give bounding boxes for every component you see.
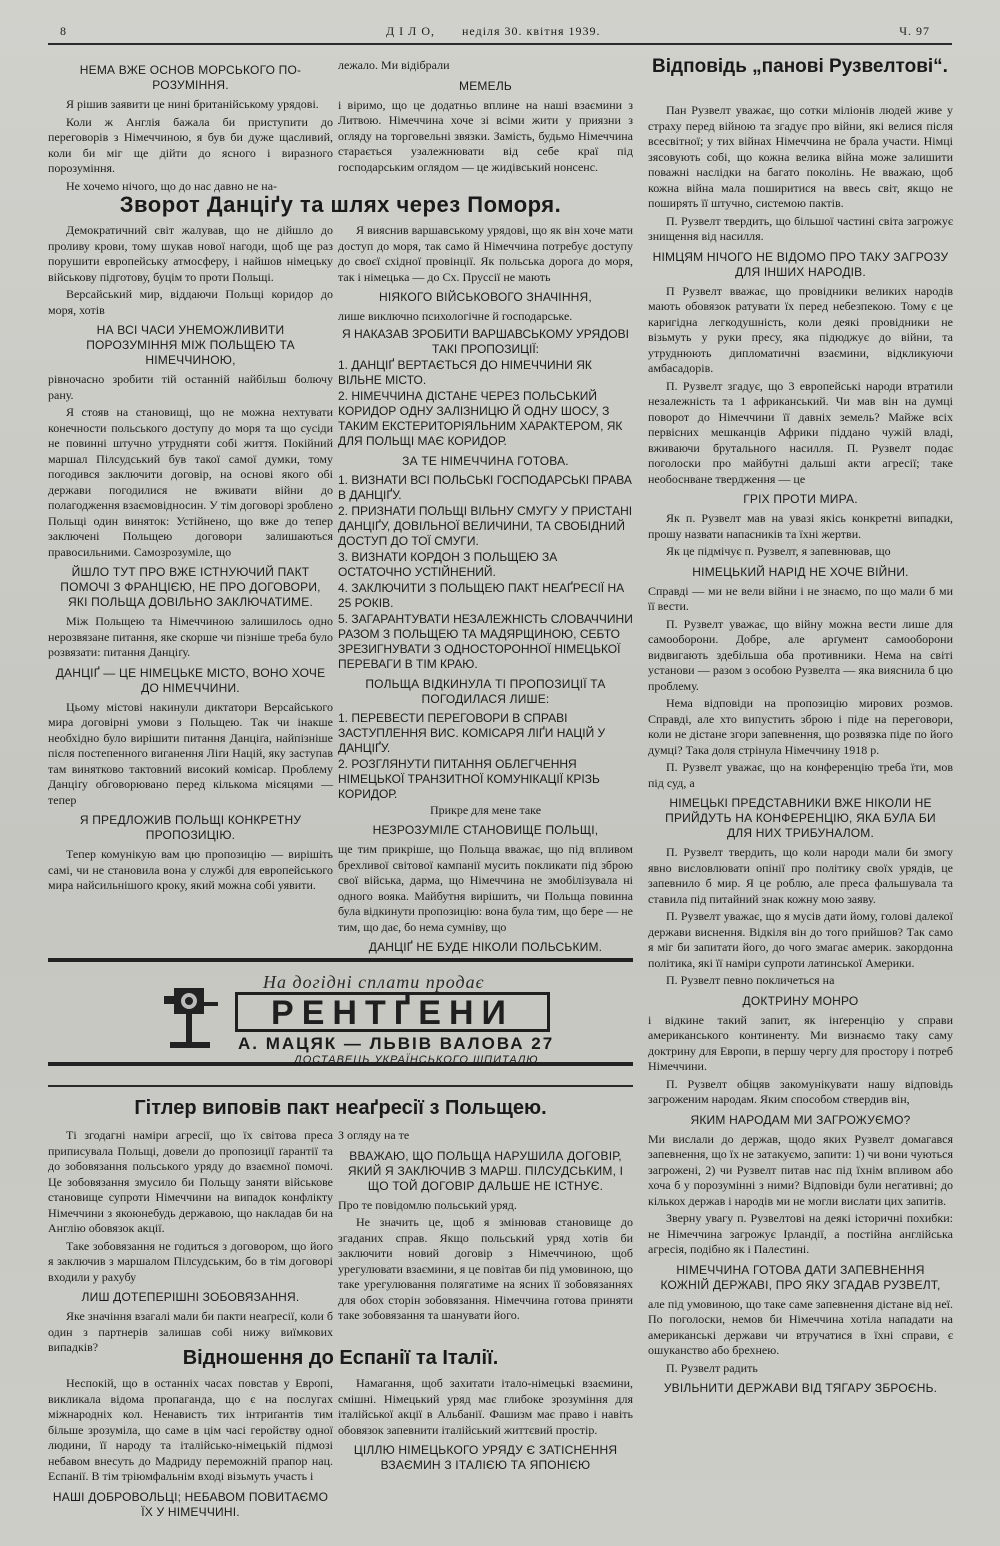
column-danzig-left (48, 223, 333, 943)
issue-number: Ч. 97 (899, 24, 930, 38)
headline-pact: Гітлер виповів пакт неаґресії з Польщею. (134, 1097, 547, 1119)
column-spain-right (338, 1376, 633, 1526)
paragraph: Нема відповіди на пропозицію мирових розмов. Справді, але хто випустить зброю і піде на переговори, коли не дістане згори запевнення, що розвязка піде по його думці? Така доля стрінула Німеччину 1918 р. (648, 696, 953, 757)
page-header (60, 24, 940, 44)
subheading: НА ВСІ ЧАСИ УНЕМОЖЛИВИТИ ПОРОЗУМІННЯ МІЖ ПОЛЬЩЕЮ ТА НІМЕЧЧИНОЮ, (86, 323, 295, 367)
subheading: УВІЛЬНИТИ ДЕРЖАВИ ВІД ТЯГАРУ ЗБРОЄНЬ. (663, 1381, 938, 1395)
list-item: 1. ВИЗНАТИ ВСІ ПОЛЬСЬКІ ГОСПОДАРСЬКІ ПРАВА В ДАНЦІҐУ. (338, 472, 632, 502)
column-pact-left (48, 1128, 333, 1354)
list-item: 1. ПЕРЕВЕСТИ ПЕРЕГОВОРИ В СПРАВІ ЗАСТУПЛЕННЯ ВИС. КОМІСАРЯ ЛІҐИ НАЦІЙ У ДАНЦІҐУ. (338, 710, 606, 755)
subheading: ЦІЛЛЮ НІМЕЦЬКОГО УРЯДУ Є ЗАТІСНЕННЯ ВЗАЄМИН З ІТАЛІЄЮ ТА ЯПОНІЄЮ (353, 1443, 618, 1472)
paragraph: Як це підмічує п. Рузвелт, я запевнював, що (666, 544, 891, 558)
ad-product: РЕНТҐЕНИ (235, 992, 550, 1032)
subheading: НЕЗРОЗУМІЛЕ СТАНОВИЩЕ ПОЛЬЩІ, (372, 823, 599, 837)
subheading: Я ПРЕДЛОЖИВ ПОЛЬЩІ КОНКРЕТНУ ПРОПОЗИЦІЮ. (79, 813, 302, 842)
subheading: НІМЕЧЧИНА ГОТОВА ДАТИ ЗАПЕВНЕННЯ КОЖНІЙ ДЕРЖАВІ, ПРО ЯКУ ЗГАДАВ РУЗВЕЛТ, (660, 1262, 941, 1292)
subheading: НЕМА ВЖЕ ОСНОВ МОРСЬКОГО ПО-РОЗУМІННЯ. (79, 63, 302, 92)
paragraph: Коли ж Англія бажала би приступити до переговорів з Німеччиною, я був би дуже щасливий, коли би міг ще дійти до ясного і виразного порозуміння. (48, 114, 333, 175)
subheading: ВВАЖАЮ, ЩО ПОЛЬЩА НАРУШИЛА ДОГОВІР, ЯКИЙ Я ЗАКЛЮЧИВ З МАРШ. ПІЛСУДСЬКИМ, І ЩО ТОЙ ДОГОВІР ДАЛЬШЕ НЕ ІСТНУЄ. (347, 1148, 624, 1193)
paragraph: Неспокій, що в останніх часах повстав у Европі, викликала відома пропаганда, що є на послугах міжнародніх кол. Ненависть тих інтриґантів тим більше зрозуміла, що саме в цім часі геройству одної людини, її народу та італійсько-німецькій підмозі небавом внесуть до Мадриду переможній прапор нац. Еспанії. В тім тріюмфальнім вході візьмуть участь і (48, 1376, 333, 1483)
list-item: 2. ПРИЗНАТИ ПОЛЬЩІ ВІЛЬНУ СМУГУ У ПРИСТАНІ ДАНЦІҐУ, ДОВІЛЬНОЇ ВЕЛИЧИНИ, ТА СВОБІДНИЙ ДОСТУП ДО ТОЇ СМУГИ. (338, 503, 633, 548)
list-item: 3. ВИЗНАТИ КОРДОН З ПОЛЬЩЕЮ ЗА ОСТАТОЧНО УСТІЙНЕНИЙ. (338, 549, 558, 579)
paragraph: Версайський мир, віддаючи Польщі коридор до моря, хотів (48, 287, 333, 317)
ad-subtitle: ДОСТАВЕЦЬ УКРАЇНСЬКОГО ШПИТАЛЮ (294, 1054, 539, 1066)
paragraph: П. Рузвелт певно покличеться на (666, 973, 835, 987)
subheading: Я НАКАЗАВ ЗРОБИТИ ВАРШАВСЬКОМУ УРЯДОВІ ТАКІ ПРОПОЗИЦІЇ: (342, 326, 629, 356)
subheading: ЗА ТЕ НІМЕЧЧИНА ГОТОВА. (402, 453, 569, 468)
paragraph: Таке зобовязання не годиться з договором, що його я заключив з маршалом Пілсудським, бо в тім договорі входили у рахубу (48, 1238, 333, 1284)
column-spain-left (48, 1376, 333, 1526)
list-item: 1. ДАНЦІҐ ВЕРТАЄТЬСЯ ДО НІМЕЧЧИНИ ЯК ВІЛЬНЕ МІСТО. (338, 357, 592, 387)
subheading: ДАНЦІҐ НЕ БУДЕ НІКОЛИ ПОЛЬСЬКИМ. (368, 940, 603, 954)
subheading: ПОЛЬЩА ВІДКИНУЛА ТІ ПРОПОЗИЦІЇ ТА ПОГОДИЛАСЯ ЛИШЕ: (365, 676, 606, 706)
column-danzig-right (338, 223, 633, 954)
subheading: ЛИШ ДОТЕПЕРІШНІ ЗОБОВЯЗАННЯ. (81, 1290, 300, 1304)
subheading: НІМЦЯМ НІЧОГО НЕ ВІДОМО ПРО ТАКУ ЗАГРОЗУ ДЛЯ ІНШИХ НАРОДІВ. (652, 249, 949, 279)
headline-roosevelt: Відповідь „панові Рузвелтові“. (652, 56, 948, 77)
column-roosevelt (648, 103, 953, 1523)
paragraph: і віримо, що це додатньо вплине на наші взаємини з Литвою. Німеччина хоче зі всіми жити у приязни з огляду на торговельні звязки. Замість, будьмо Німеччина старається узалежнювати від себе краї під господарським оглядом — це жидівський нонсенс. (338, 97, 633, 174)
paragraph: Цьому містові накинули диктатори Версайського мира договірні умови з Польщею. Так чи інакше необхідно було вирішити питання Данціґа, найпізніше після постепенного виганення Ліґи Націй, яку заступав там винятково тактовний високий комісар. Проблему Данціґу обговорювано перед кількома місяцями — тепер (48, 699, 333, 807)
paragraph: Тепер комунікую вам цю пропозицію — вирішіть самі, чи не становила вона у службі для европейського мира найсильнішого кроку, який можна собі уявити. (48, 847, 333, 892)
paragraph: і відкине такий запит, як інґеренцію у справи американського континенту. Ми визнаємо таку саму доктрину для Европи, в першу чергу для простору і потреб Німеччини. (648, 1012, 953, 1073)
column-pact-right (338, 1128, 633, 1342)
paragraph: але під умовиною, що таке саме запевнення дістане від неї. По поголоски, немов би Німеччина хотіла нападати на американські держави чи втручатися в їхні справи, є ошуканство або брехнею. (648, 1296, 953, 1357)
paragraph: Демократичний світ жалував, що не дійшло до проливу крови, тому шукав нової нагоди, щоб ще раз порушити европейську атмосферу, і найшов німецьку військову підготову, буцім то проти Польщі. (48, 223, 333, 284)
subheading: МЕМЕЛЬ (459, 78, 512, 93)
subheading: ГРІХ ПРОТИ МИРА. (743, 492, 858, 506)
paragraph: Не значить це, щоб я змінював становище до згаданих справ. Якщо польський уряд хотів би заключити новий договір з Німеччиною, щоб урегулювати взаємини, я це повітав би під умовиною, що таке урегулювання полягатиме на ясних її зобовязаннях для обох сторін зобовязання. Німеччина готова приняти таке зобовязання та шанувати його. (338, 1215, 633, 1322)
x-ray-machine-icon (156, 982, 226, 1057)
section-rule (48, 1085, 633, 1087)
page-number: 8 (60, 24, 67, 38)
paragraph: Ми вислали до держав, щодо яких Рузвелт домагався запевнення, що їх не затакуємо, запити: 1) чи вони чуються загрожені, 2) чи Рузвелт питав нас під їхнім впливом або хоча б у порозумінні з ними? Відповіди були негативні; до кількох держав і народів ми не могли вислати цих запитів. (648, 1131, 953, 1208)
paragraph: П Рузвелт вважає, що провідники великих народів мають обовязок ратувати їх перед небезпекою. Тому є це каригідна легкодушність, коли деякі провідники не візьмуть у руки пресу, яка підюджує до війни, та утруднюють дипломатичні взаємини, відкликуючи амбасадорів. (648, 283, 953, 375)
list-item: 2. НІМЕЧЧИНА ДІСТАНЕ ЧЕРЕЗ ПОЛЬСЬКИЙ КОРИДОР ОДНУ ЗАЛІЗНИЦЮ Й ОДНУ ШОСУ, З ТАКИМ ЕКСТЕРИТОРІЯЛЬНИМ ХАРАКТЕРОМ, ЯК ДЛЯ ПОЛЬЩІ МАЄ КОРИДОР. (338, 388, 623, 448)
paragraph: Яке значіння взагалі мали би пакти неаґресії, коли б один з партнерів залишав собі нижу виїмкових випадків? (48, 1309, 333, 1354)
headline-spain-italy: Відношення до Еспанії та Італії. (182, 1347, 499, 1369)
issue-date: неділя 30. квітня 1939. (462, 24, 601, 38)
paragraph: Ті згодагні наміри агресії, що їх світова преса приписувала Польщі, довели до пропозиції ґарантії та до зобовязання польського уряду до взаємної помочі. Це зобовязання змусило би Польщу заняти військове становище супроти Німеччини на випадок конфлікту Німеччини з якоюнебудь державою, що накладав би на Англію обовязок акції. (48, 1128, 333, 1235)
column-top-middle (338, 58, 633, 190)
header-rule (48, 43, 952, 45)
paragraph: лежало. Ми відібрали (338, 58, 450, 72)
paragraph: Не хочемо нічого, що до нас давно не на- (66, 178, 278, 193)
paper-title: Д І Л О, (386, 24, 435, 38)
paragraph: П. Рузвелт уважає, що війну можна вести лише для самооборони. Добре, але арґумент самооборони видвигають здебільша оба противники. Нема на світі установи — разом з особою Рузвелта — яка вияснила б цю проблему. (648, 616, 953, 693)
advertisement-x-ray (48, 958, 633, 1066)
paragraph: Про те повідомлю польський уряд. (338, 1197, 517, 1212)
subheading: ДАНЦІҐ — ЦЕ НІМЕЦЬКЕ МІСТО, ВОНО ХОЧЕ ДО НІМЕЧЧИНИ. (55, 665, 326, 695)
paragraph: Я вияснив варшавському урядові, що як він хоче мати доступ до моря, так само й Німеччина потребує доступу до своєї східної провінції. Як польська дорога до моря, так і німецька — до Сх. Пруссії не мають (338, 223, 633, 284)
paragraph: П. Рузвелт згадує, що 3 европейські народи втратили незалежність та 1 африканський. Чи мав він на думці поворот до Німеччини її давніх земель? Майже всіх первісних мешканців Африки піддано чужій владі, вживаючи брутального насилля. П. Рузвелт подає поголоски про майбутні дальші акти агресії; таке необоснване твердження — це (648, 378, 953, 486)
paragraph: Намагання, щоб захитати італо-німецькі взаємини, смішні. Німецький уряд має глибоке зрозуміння для італійської акції в Альбанії. Фашизм має право і навіть обовязок запевнити італійський життєвий простір. (338, 1376, 633, 1437)
subheading: ДОКТРИНУ МОНРО (742, 993, 859, 1008)
subheading: НІМЕЦЬКИЙ НАРІД НЕ ХОЧЕ ВІЙНИ. (692, 564, 909, 579)
ad-address: А. МАЦЯК — ЛЬВІВ ВАЛОВА 27 (238, 1034, 555, 1053)
subheading: НІЯКОГО ВІЙСЬКОВОГО ЗНАЧІННЯ, (379, 290, 592, 304)
paragraph: П. Рузвелт радить (666, 1360, 758, 1375)
paragraph: Зверну увагу п. Рузвелтові на деякі історичні похибки: не Німеччина загрожує Ірландії, а постійна англійська агресія, подібно як і Палестині. (648, 1211, 953, 1256)
paragraph: П. Рузвелт обіцяв закомунікувати нашу відповідь загроженим народам. Яким способом ствердив він, (648, 1076, 953, 1106)
paragraph: рівночасно зробити тій останній найбільш болючу рану. (48, 372, 333, 402)
paragraph: лише виключно психологічне й господарське. (338, 309, 573, 323)
paragraph: З огляду на те (338, 1128, 410, 1142)
paragraph: Між Польщею та Німеччиною залишилось одно нерозвязане питання, яке скорше чи пізніше треба було розвязати: питання Данціґу. (48, 614, 333, 659)
subheading: ЙШЛО ТУТ ПРО ВЖЕ ІСТНУЮЧИЙ ПАКТ ПОМОЧІ З ФРАНЦІЄЮ, НЕ ПРО ДОГОВОРИ, ЯКІ ПОЛЬЩА ДОВІЛЬНО ЗАКЛЮЧАТИМЕ. (60, 565, 321, 609)
ad-tagline: На догідні сплати продає (263, 972, 485, 992)
paragraph: Прикре для мене таке (429, 802, 542, 817)
subheading: ЯКИМ НАРОДАМ МИ ЗАГРОЖУЄМО? (690, 1112, 911, 1127)
paragraph: Пан Рузвелт уважає, що сотки міліонів людей живе у страху перед війною та згадує про війни, які велися після всесвітної; у тих війнах Німеччина не брала участи. Німці зясовують собі, що кожна велика війна може залишити поважні наслідки на багато поколінь. Не вважаю, щоб кожна війна мала поширитися на ввесь світ, якщо не поширять її штучно, системою пактів. (648, 103, 953, 210)
column-top-left (48, 58, 333, 193)
list-item: 5. ЗАГАРАНТУВАТИ НЕЗАЛЕЖНІСТЬ СЛОВАЧЧИНИ РАЗОМ З ПОЛЬЩЕЮ ТА МАДЯРЩИНОЮ, СЕБТО ЗРЕЗИГНУВАТИ З ОДНОСТОРОННОЇ НІМЕЦЬКОЇ ПЕРЕВАГИ В ТІМ КРАЮ. (338, 611, 633, 671)
list-item: 2. РОЗГЛЯНУТИ ПИТАННЯ ОБЛЕГЧЕННЯ НІМЕЦЬКОЇ ТРАНЗИТНОЇ КОМУНІКАЦІЇ КРІЗЬ КОРИДОР. (338, 756, 600, 801)
paragraph: П. Рузвелт уважає, що я мусів дати йому, голові далекої держави виснення. Відкіля він до того прийшов? Так само я міг би запитати його, до чого змагає америк. закордонна політика, які її наміри супроти латинської Америки. (648, 909, 953, 970)
headline-danzig: Зворот Данціґу та шлях через Поморя. (119, 192, 562, 217)
paragraph: Як п. Рузвелт мав на увазі якісь конкретні випадки, прошу назвати напасників та їхні жертви. (648, 511, 953, 541)
paragraph: Я стояв на становищі, що не можна нехтувати конечности польського доступу до моря та що сусіди не повинні штучно утрудняти собі життя. Покійний маршал Пілсудський був такої самої думки, тому погодився заключити договір, на основі якого обі держави погодилися не вживати війни до полагодження взаємовідносин. У тім договорі зроблено Польщі один виняток: Устійнено, що вже до тепер заключені Польщею договори залишаються правосильними. Самозрозуміле, що (48, 405, 333, 559)
subheading: НАШІ ДОБРОВОЛЬЦІ; НЕБАВОМ ПОВИТАЄМО ЇХ У НІМЕЧЧИНІ. (52, 1489, 329, 1519)
list-item: 4. ЗАКЛЮЧИТИ З ПОЛЬЩЕЮ ПАКТ НЕАҐРЕСІЇ НА 25 РОКІВ. (338, 580, 625, 610)
paragraph: ще тим прикріше, що Польща вважає, що під впливом брехливої світової кампанії мусить покликати під зброю свої війська, дарма, що Німеччина не змобілізувала ні одного вояка. Майбутня вирішить, чи Польща повинна була відкинути пропозицію: вона була тим, що бере — не тим, що дає, бо нема сумніву, що (338, 842, 633, 934)
paragraph: П. Рузвелт уважає, що на конференцію треба їти, мов під суд, а (648, 760, 953, 790)
paragraph: Справді — ми не вели війни і не знаємо, по що мали б ми її вести. (648, 583, 953, 613)
paragraph: Я рішив заявити це нині британійському урядові. (66, 97, 319, 111)
paragraph: П. Рузвелт твердить, що більшої частині світа загрожує знищення від насилля. (648, 213, 953, 243)
subheading: НІМЕЦЬКІ ПРЕДСТАВНИКИ ВЖЕ НІКОЛИ НЕ ПРИЙДУТЬ НА КОНФЕРЕНЦІЮ, ЯКА БУЛА БИ ДЛЯ НИХ ТРИБУНАЛОМ. (665, 796, 936, 840)
paragraph: П. Рузвелт твердить, що коли народи мали би змогу явно висловлювати опінії про політику своїх урядів, це запевнило б мир. Я це роблю, але преса фальшувала та ставила під питайний знак кожну мою заяву. (648, 845, 953, 906)
